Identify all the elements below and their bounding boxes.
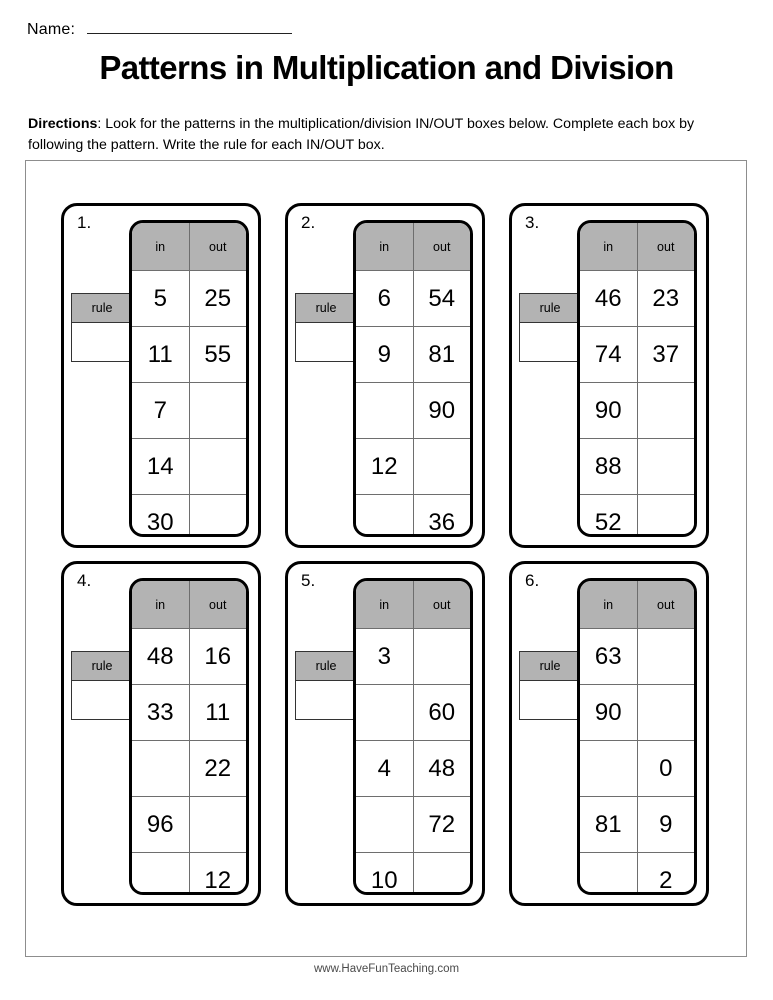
cell-in[interactable]: 10 bbox=[356, 853, 413, 896]
cell-in[interactable]: 88 bbox=[580, 439, 637, 495]
table-row bbox=[580, 327, 694, 383]
cell-in[interactable]: 48 bbox=[132, 629, 189, 685]
rule-label: rule bbox=[520, 652, 580, 681]
cell-out[interactable]: 90 bbox=[413, 383, 470, 439]
rule-label: rule bbox=[520, 294, 580, 323]
table-row bbox=[356, 383, 470, 439]
table-row bbox=[580, 797, 694, 853]
cell-out[interactable] bbox=[637, 495, 694, 538]
in-out-table bbox=[353, 578, 473, 895]
table-header-row bbox=[580, 223, 694, 271]
cell-in[interactable]: 9 bbox=[356, 327, 413, 383]
table-header-row bbox=[132, 581, 246, 629]
cell-in[interactable]: 5 bbox=[132, 271, 189, 327]
problem-box-4 bbox=[61, 561, 261, 906]
column-header-in: in bbox=[580, 581, 637, 629]
table-row bbox=[580, 629, 694, 685]
column-header-out: out bbox=[637, 581, 694, 629]
rule-box[interactable] bbox=[295, 293, 357, 362]
rule-answer-field[interactable] bbox=[520, 323, 580, 361]
table-row bbox=[356, 495, 470, 538]
cell-out[interactable]: 48 bbox=[413, 741, 470, 797]
directions bbox=[28, 114, 740, 156]
cell-out[interactable]: 2 bbox=[637, 853, 694, 896]
table-row bbox=[580, 853, 694, 896]
page-title: Patterns in Multiplication and Division bbox=[99, 49, 674, 86]
cell-out[interactable]: 22 bbox=[189, 741, 246, 797]
cell-out[interactable]: 55 bbox=[189, 327, 246, 383]
name-row bbox=[27, 20, 427, 39]
cell-out[interactable]: 16 bbox=[189, 629, 246, 685]
cell-out[interactable] bbox=[189, 495, 246, 538]
table-row bbox=[356, 327, 470, 383]
rule-answer-field[interactable] bbox=[520, 681, 580, 719]
cell-out[interactable]: 81 bbox=[413, 327, 470, 383]
cell-out[interactable] bbox=[189, 797, 246, 853]
cell-in[interactable]: 12 bbox=[356, 439, 413, 495]
directions-text: : Look for the patterns in the multiplication/division IN/OUT boxes below. Complete each box by following the pattern. Write the rule for each IN/OUT box. bbox=[28, 116, 695, 153]
problem-number: 4. bbox=[77, 571, 92, 590]
cell-out[interactable]: 60 bbox=[413, 685, 470, 741]
cell-in[interactable]: 90 bbox=[580, 383, 637, 439]
in-out-table bbox=[577, 220, 697, 537]
problem-box-5 bbox=[285, 561, 485, 906]
cell-out[interactable]: 25 bbox=[189, 271, 246, 327]
problem-box-2 bbox=[285, 203, 485, 548]
table-row bbox=[132, 853, 246, 896]
problem-grid bbox=[61, 203, 721, 906]
rule-answer-field[interactable] bbox=[72, 323, 132, 361]
cell-out[interactable]: 9 bbox=[637, 797, 694, 853]
cell-in[interactable] bbox=[356, 495, 413, 538]
in-out-table bbox=[129, 220, 249, 537]
cell-in[interactable]: 46 bbox=[580, 271, 637, 327]
table-header-row bbox=[356, 581, 470, 629]
cell-in[interactable]: 6 bbox=[356, 271, 413, 327]
table-header-row bbox=[356, 223, 470, 271]
problem-number: 5. bbox=[301, 571, 316, 590]
column-header-in: in bbox=[356, 581, 413, 629]
cell-out[interactable] bbox=[189, 383, 246, 439]
cell-out[interactable] bbox=[637, 439, 694, 495]
cell-out[interactable] bbox=[637, 383, 694, 439]
rule-label: rule bbox=[296, 652, 356, 681]
problem-number: 2. bbox=[301, 213, 316, 232]
cell-out[interactable] bbox=[413, 853, 470, 896]
cell-out[interactable] bbox=[189, 439, 246, 495]
column-header-out: out bbox=[637, 223, 694, 271]
rule-label: rule bbox=[296, 294, 356, 323]
cell-in[interactable]: 30 bbox=[132, 495, 189, 538]
cell-out[interactable] bbox=[637, 685, 694, 741]
problem-number: 3. bbox=[525, 213, 540, 232]
cell-out[interactable] bbox=[413, 439, 470, 495]
table-row bbox=[580, 271, 694, 327]
in-out-table bbox=[129, 578, 249, 895]
table-row bbox=[132, 741, 246, 797]
cell-out[interactable]: 54 bbox=[413, 271, 470, 327]
cell-out[interactable] bbox=[637, 629, 694, 685]
table-row bbox=[132, 439, 246, 495]
footer-website[interactable]: www.HaveFunTeaching.com bbox=[313, 963, 460, 975]
table-row bbox=[132, 629, 246, 685]
problem-number: 1. bbox=[77, 213, 92, 232]
table-row bbox=[132, 685, 246, 741]
cell-out[interactable]: 12 bbox=[189, 853, 246, 896]
cell-in[interactable]: 14 bbox=[132, 439, 189, 495]
problem-box-6 bbox=[509, 561, 709, 906]
rule-answer-field[interactable] bbox=[296, 323, 356, 361]
cell-in[interactable] bbox=[580, 853, 637, 896]
cell-in[interactable] bbox=[132, 853, 189, 896]
table-row bbox=[356, 439, 470, 495]
table-row bbox=[580, 495, 694, 538]
table-row bbox=[356, 853, 470, 896]
column-header-out: out bbox=[413, 223, 470, 271]
table-row bbox=[580, 439, 694, 495]
cell-in[interactable]: 11 bbox=[132, 327, 189, 383]
cell-in[interactable]: 90 bbox=[580, 685, 637, 741]
rule-label: rule bbox=[72, 294, 132, 323]
worksheet-frame bbox=[25, 160, 747, 957]
column-header-out: out bbox=[413, 581, 470, 629]
table-row bbox=[356, 271, 470, 327]
column-header-in: in bbox=[132, 223, 189, 271]
rule-answer-field[interactable] bbox=[72, 681, 132, 719]
cell-out[interactable]: 11 bbox=[189, 685, 246, 741]
problem-box-1 bbox=[61, 203, 261, 548]
table-row bbox=[580, 741, 694, 797]
cell-out[interactable]: 36 bbox=[413, 495, 470, 538]
cell-in[interactable]: 33 bbox=[132, 685, 189, 741]
rule-answer-field[interactable] bbox=[296, 681, 356, 719]
name-input-line[interactable] bbox=[87, 20, 292, 34]
column-header-in: in bbox=[132, 581, 189, 629]
table-row bbox=[356, 741, 470, 797]
cell-in[interactable]: 52 bbox=[580, 495, 637, 538]
rule-box[interactable] bbox=[295, 651, 357, 720]
rule-label: rule bbox=[72, 652, 132, 681]
cell-out[interactable]: 37 bbox=[637, 327, 694, 383]
cell-in[interactable]: 81 bbox=[580, 797, 637, 853]
cell-in[interactable]: 3 bbox=[356, 629, 413, 685]
problem-box-3 bbox=[509, 203, 709, 548]
table-row bbox=[580, 685, 694, 741]
table-row bbox=[132, 383, 246, 439]
rule-box[interactable] bbox=[519, 651, 581, 720]
table-row bbox=[356, 797, 470, 853]
cell-in[interactable] bbox=[356, 797, 413, 853]
cell-in[interactable] bbox=[580, 741, 637, 797]
cell-in[interactable]: 96 bbox=[132, 797, 189, 853]
cell-in[interactable]: 4 bbox=[356, 741, 413, 797]
table-row bbox=[132, 327, 246, 383]
table-row bbox=[132, 271, 246, 327]
table-row bbox=[132, 797, 246, 853]
table-row bbox=[356, 629, 470, 685]
table-header-row bbox=[132, 223, 246, 271]
table-row bbox=[580, 383, 694, 439]
in-out-table bbox=[353, 220, 473, 537]
cell-in[interactable] bbox=[356, 383, 413, 439]
table-header-row bbox=[580, 581, 694, 629]
cell-out[interactable]: 72 bbox=[413, 797, 470, 853]
cell-out[interactable]: 0 bbox=[637, 741, 694, 797]
column-header-in: in bbox=[356, 223, 413, 271]
rule-box[interactable] bbox=[71, 293, 133, 362]
cell-out[interactable]: 23 bbox=[637, 271, 694, 327]
column-header-in: in bbox=[580, 223, 637, 271]
table-row bbox=[132, 495, 246, 538]
directions-label: Directions bbox=[28, 116, 98, 132]
cell-in[interactable] bbox=[132, 741, 189, 797]
name-label: Name: bbox=[27, 21, 76, 38]
cell-in[interactable]: 7 bbox=[132, 383, 189, 439]
cell-out[interactable] bbox=[413, 629, 470, 685]
rule-box[interactable] bbox=[519, 293, 581, 362]
rule-box[interactable] bbox=[71, 651, 133, 720]
cell-in[interactable]: 74 bbox=[580, 327, 637, 383]
column-header-out: out bbox=[189, 223, 246, 271]
column-header-out: out bbox=[189, 581, 246, 629]
cell-in[interactable]: 63 bbox=[580, 629, 637, 685]
table-row bbox=[356, 685, 470, 741]
cell-in[interactable] bbox=[356, 685, 413, 741]
problem-number: 6. bbox=[525, 571, 540, 590]
in-out-table bbox=[577, 578, 697, 895]
